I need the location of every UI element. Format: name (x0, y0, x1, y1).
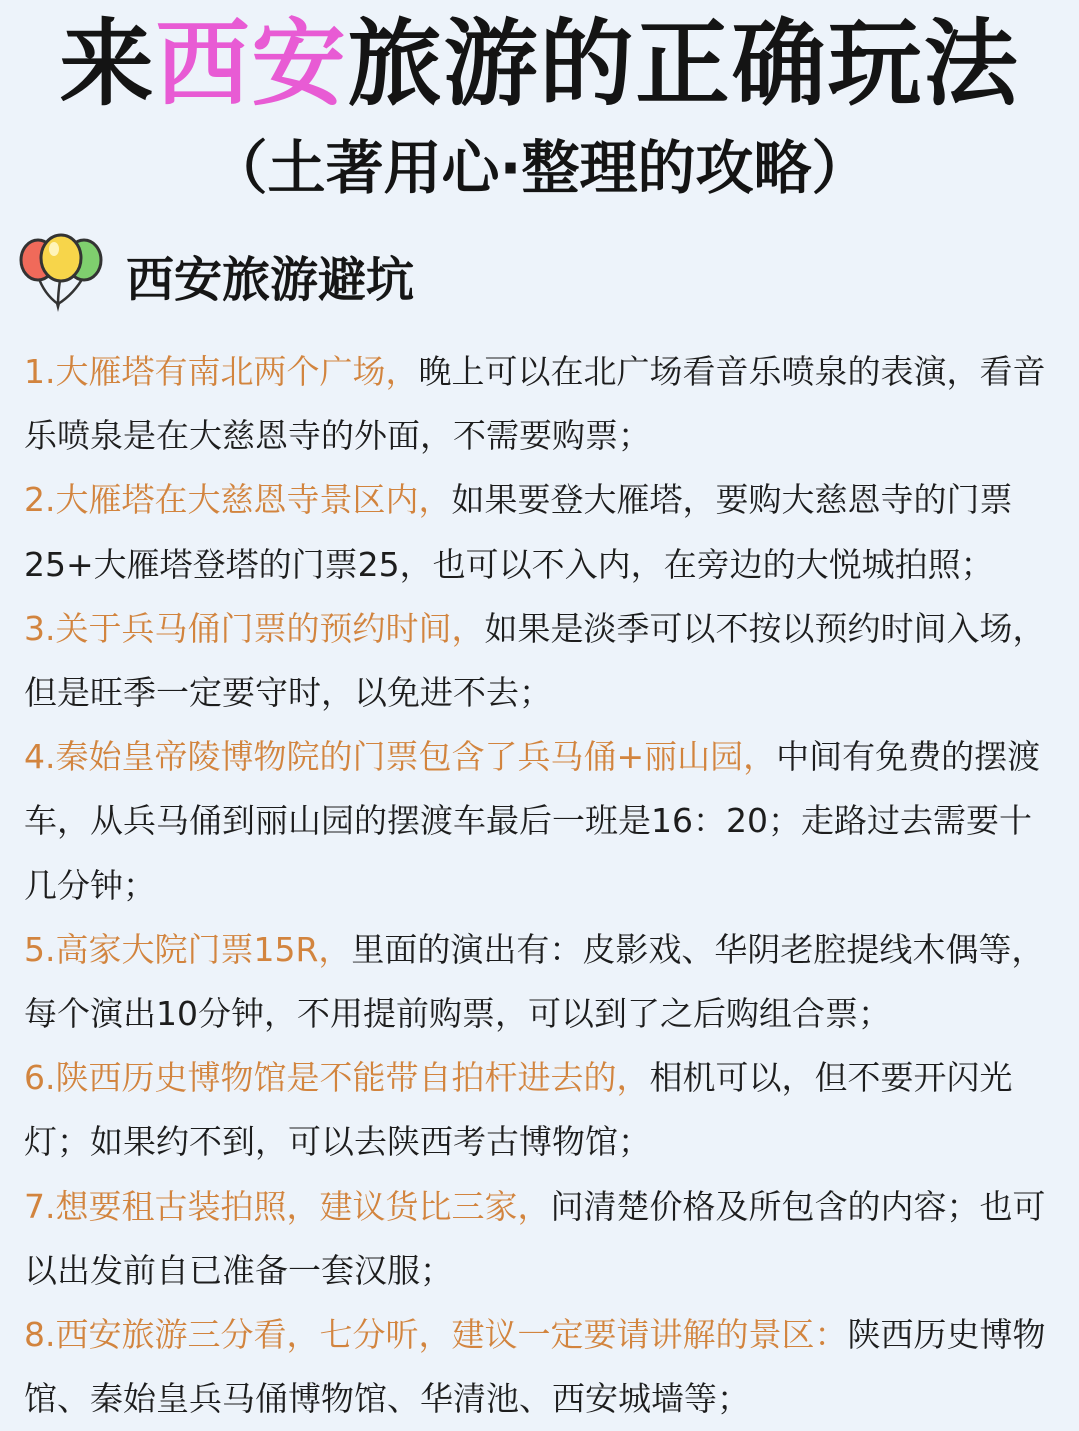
item-highlight: 4.秦始皇帝陵博物院的门票包含了兵马俑+丽山园， (24, 737, 777, 777)
item-text: 里面的演出有：皮影戏、华阴老腔提线木偶等，每个演出10分钟，不用提前购票，可以到了之后购组合票； (24, 929, 1045, 1034)
list-item (24, 918, 1064, 1046)
item-text: 陕西历史博物馆、秦始皇兵马俑博物馆、华清池、西安城墙等； (24, 1315, 1046, 1419)
item-highlight: 6.陕西历史博物馆是不能带自拍杆进去的， (24, 1058, 650, 1098)
item-highlight: 2.大雁塔在大慈恩寺景区内， (24, 480, 452, 520)
list-item (24, 725, 1064, 918)
list-item (24, 340, 1064, 468)
item-highlight: 3.关于兵马俑门票的预约时间， (24, 608, 485, 648)
item-text: 问清楚价格及所包含的内容；也可以出发前自已准备一套汉服； (24, 1186, 1046, 1290)
item-text: 中间有免费的摆渡车，从兵马俑到丽山园的摆渡车最后一班是16：20；走路过去需要十几分钟； (24, 737, 1041, 905)
title-part1: 来 (59, 10, 156, 119)
page-title (0, 10, 1079, 120)
item-text: 晚上可以在北广场看音乐喷泉的表演，看音乐喷泉是在大慈恩寺的外面，不需要购票； (24, 352, 1046, 456)
item-text: 相机可以，但不要开闪光灯；如果约不到，可以去陕西考古博物馆； (24, 1058, 1013, 1162)
list-item (24, 597, 1064, 725)
list-item (24, 468, 1064, 596)
item-highlight: 8.西安旅游三分看，七分听，建议一定要请讲解的景区： (24, 1315, 848, 1355)
section-title: 西安旅游避坑 (126, 251, 415, 308)
section-header (18, 232, 414, 318)
title-part2: 旅游的正确玩法 (347, 10, 1020, 119)
title-highlight: 西安 (155, 10, 348, 119)
item-highlight: 1.大雁塔有南北两个广场， (24, 352, 419, 391)
tips-list (24, 340, 1064, 1431)
item-text: 如果要登大雁塔，要购大慈恩寺的门票25+大雁塔登塔的门票25，也可以不入内，在旁边的大悦城拍照； (24, 480, 1013, 584)
balloons-icon (18, 232, 104, 318)
item-highlight: 5.高家大院门票15R， (24, 929, 352, 969)
list-item (24, 1175, 1064, 1303)
item-highlight: 7.想要租古装拍照，建议货比三家， (24, 1186, 551, 1226)
list-item (24, 1046, 1064, 1174)
page-subtitle: （土著用心·整理的攻略） (209, 134, 870, 202)
list-item (24, 1303, 1064, 1431)
item-text: 如果是淡季可以不按以预约时间入场，但是旺季一定要守时，以免进不去； (24, 608, 1046, 713)
